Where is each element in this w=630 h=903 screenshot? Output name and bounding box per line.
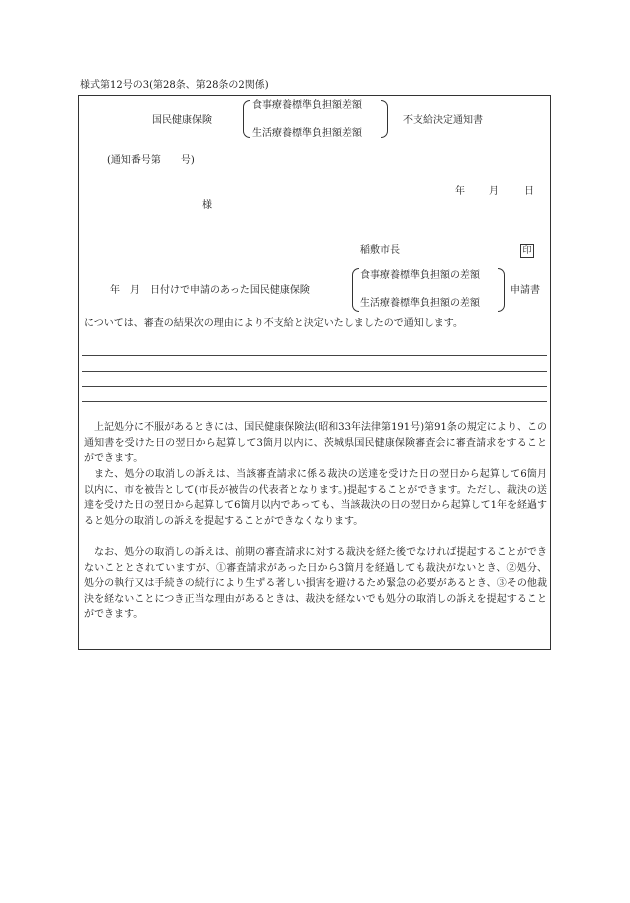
addressee-suffix: 様 <box>202 200 212 211</box>
date-month: 月 <box>489 186 499 197</box>
body-bracket-left <box>352 268 359 312</box>
date-year: 年 <box>455 186 465 197</box>
reason-line <box>82 386 547 387</box>
body-suffix: 申請書 <box>510 285 540 296</box>
title-bracket-left <box>243 100 250 138</box>
appeal-paragraph-2: また、処分の取消しの訴えは、当該審査請求に係る裁決の送達を受けた日の翌日から起算して6箇月以内に、市を被告として(市長が被告の代表者となります。)提起することができます。ただし、裁決の送達を受けた日の翌日から起算して6箇月以内であっても、当該裁決の日の翌日から起算して1年を経過すると処分の取消しの訴えを提起することができなくなります。 <box>84 469 547 527</box>
body-date-prefix: 年 月 日付けで申請のあった国民健康保険 <box>110 285 310 296</box>
reason-line <box>82 371 547 372</box>
body-statement: については、審査の結果次の理由により不支給と決定いたしましたので通知します。 <box>84 318 463 329</box>
body-bracket-right <box>498 268 505 312</box>
body-option-top: 食事療養標準負担額の差額 <box>360 270 480 281</box>
notice-number: (通知番号第 号) <box>107 155 195 166</box>
title-option-bottom: 生活療養標準負担額差額 <box>252 128 362 139</box>
title-option-top: 食事療養標準負担額差額 <box>252 100 362 111</box>
appeal-paragraph-3: なお、処分の取消しの訴えは、前期の審査請求に対する裁決を経た後でなければ提起することができないこととされていますが、①審査請求があった日から3箇月を経過しても裁決がないとき、②処分、処分の執行又は手続きの続行により生ずる著しい損害を避けるため緊急の必要があるとき、③その他裁決を経ないことにつき正当な理由があるときは、裁決を経ないでも処分の取消しの訴えを提起することができます。 <box>84 547 547 620</box>
issuer-name: 稲敷市長 <box>360 245 400 256</box>
form-number-label: 様式第12号の3(第28条、第28条の2関係) <box>80 80 269 91</box>
seal-stamp: 印 <box>520 244 534 258</box>
reason-line <box>82 401 547 402</box>
title-suffix: 不支給決定通知書 <box>403 115 483 126</box>
title-insurance: 国民健康保険 <box>152 115 212 126</box>
appeal-paragraph-1: 上記処分に不服があるときには、国民健康保険法(昭和33年法律第191号)第91条の規定により、この通知書を受けた日の翌日から起算して3箇月以内に、茨城県国民健康保険審査会に審査請求をすることができます。 <box>84 422 547 464</box>
date-day: 日 <box>524 186 534 197</box>
reason-line <box>82 355 547 356</box>
body-option-bottom: 生活療養標準負担額の差額 <box>360 298 480 309</box>
title-bracket-right <box>381 100 388 138</box>
